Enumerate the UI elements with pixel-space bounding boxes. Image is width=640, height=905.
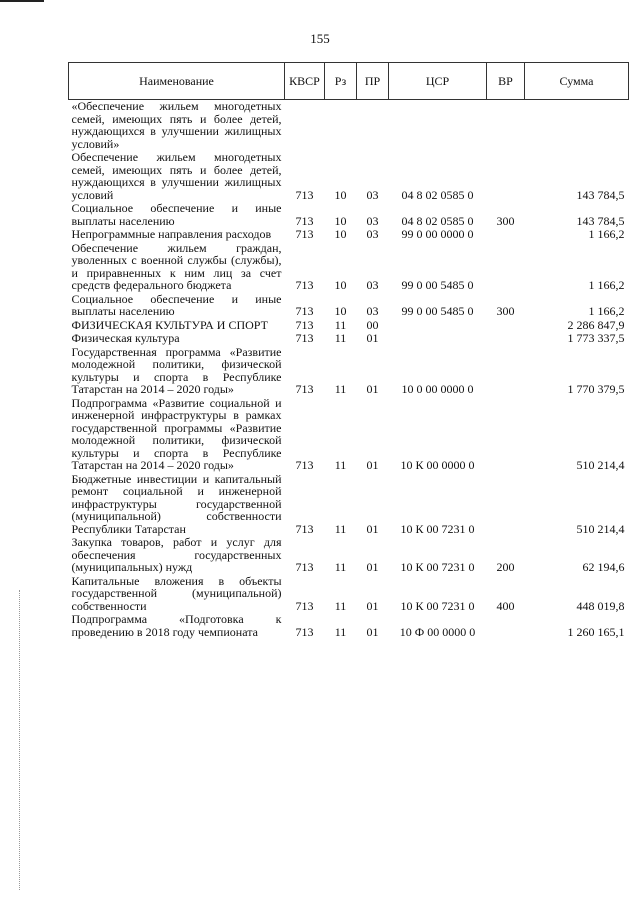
cell-kvsr — [285, 100, 325, 152]
cell-rz — [325, 100, 357, 152]
cell-vr: 300 — [496, 213, 515, 228]
cell-sum: 1 166,2 — [588, 278, 625, 292]
cell-pr: 01 — [366, 521, 379, 536]
cell-kvsr: 713 — [295, 304, 314, 318]
cell-kvsr: 713 — [295, 227, 314, 241]
cell-kvsr: 713 — [295, 278, 314, 292]
cell-vr — [487, 332, 525, 346]
table-row — [69, 293, 629, 319]
cell-name: Подпрограмма «Развитие социальной и инженерной инфраструктуры в рамках государственной программы «Развитие молодежной политики, физической культуры и спорта в Республике Татарстан на 2014 – 2020 годы» — [71, 395, 282, 472]
table-row — [69, 397, 629, 473]
cell-kvsr: 713 — [295, 521, 314, 536]
cell-kvsr: 713 — [295, 598, 314, 613]
cell-pr — [357, 100, 389, 152]
cell-pr: 01 — [366, 458, 379, 472]
table-row — [69, 473, 629, 537]
cell-name: Капитальные вложения в объекты государственной (муниципальной) собственности — [71, 573, 282, 613]
cell-vr — [487, 319, 525, 333]
table-row — [69, 332, 629, 346]
cell-csr — [389, 319, 487, 333]
cell-name: «Обеспечение жильем многодетных семей, имеющих пять и более детей, нуждающихся в улучшении жилищных условий» — [71, 99, 282, 151]
cell-csr: 10 К 00 7231 0 — [400, 560, 475, 574]
header-csr: ЦСР — [389, 63, 487, 100]
cell-rz: 11 — [334, 317, 347, 332]
cell-sum: 1 166,2 — [588, 227, 625, 241]
cell-csr: 99 0 00 5485 0 — [401, 304, 474, 318]
cell-csr: 10 0 00 0000 0 — [401, 382, 474, 396]
cell-kvsr: 713 — [295, 317, 314, 332]
cell-csr: 99 0 00 0000 0 — [401, 227, 474, 241]
cell-name: Социальное обеспечение и иные выплаты населению — [71, 291, 282, 318]
cell-name: Бюджетные инвестиции и капитальный ремонт социальной и инженерной инфраструктуры государственной (муниципальной) собственности Республики Татарстан — [71, 471, 282, 536]
cell-vr: 300 — [496, 304, 515, 318]
cell-kvsr: 713 — [295, 458, 314, 472]
cell-name: Обеспечение жильем граждан, уволенных с военной службы (службы), и приравненных к ним лиц за счет средств федерального бюджета — [71, 240, 282, 292]
page-number: 155 — [310, 31, 330, 46]
cell-kvsr: 713 — [295, 213, 314, 228]
cell-sum: 1 260 165,1 — [567, 624, 625, 639]
cell-pr: 01 — [366, 331, 379, 345]
cell-sum — [525, 100, 629, 152]
cell-sum: 143 784,5 — [576, 187, 625, 202]
cell-kvsr: 713 — [295, 560, 314, 574]
table-row — [69, 100, 629, 152]
top-rule — [0, 0, 44, 2]
cell-name: Физическая культура — [71, 331, 180, 345]
cell-rz: 10 — [334, 213, 347, 228]
cell-kvsr: 713 — [295, 382, 314, 396]
cell-rz: 11 — [334, 598, 347, 613]
cell-csr: 04 8 02 0585 0 — [401, 213, 474, 228]
cell-vr — [487, 346, 525, 397]
cell-rz: 11 — [334, 382, 347, 396]
cell-pr: 03 — [366, 304, 379, 318]
header-pr: ПР — [357, 63, 389, 100]
cell-pr: 03 — [366, 213, 379, 228]
cell-kvsr: 713 — [295, 624, 314, 639]
cell-rz: 11 — [334, 624, 347, 639]
cell-vr — [487, 473, 525, 537]
cell-rz: 11 — [334, 458, 347, 472]
cell-csr: 99 0 00 5485 0 — [401, 278, 474, 292]
cell-name: Обеспечение жильем многодетных семей, имеющих пять и более детей, нуждающихся в улучшении жилищных условий — [71, 150, 282, 202]
cell-csr — [389, 100, 487, 152]
cell-name: Закупка товаров, работ и услуг для обеспечения государственных (муниципальных) нужд — [71, 535, 282, 574]
cell-csr: 04 8 02 0585 0 — [401, 187, 474, 202]
cell-csr: 10 К 00 7231 0 — [400, 521, 475, 536]
cell-sum: 448 019,8 — [576, 598, 625, 613]
table-row — [69, 613, 629, 639]
header-name: Наименование — [69, 63, 285, 100]
cell-csr: 10 К 00 0000 0 — [400, 458, 475, 472]
cell-pr: 01 — [366, 598, 379, 613]
table-row — [69, 346, 629, 397]
cell-pr: 00 — [366, 317, 379, 332]
cell-rz: 11 — [334, 560, 347, 574]
table-row — [69, 242, 629, 293]
cell-sum: 2 286 847,9 — [567, 317, 625, 332]
table-row — [69, 202, 629, 228]
table-row — [69, 228, 629, 242]
cell-name: Социальное обеспечение и иные выплаты населению — [71, 201, 282, 228]
cell-rz: 10 — [334, 278, 347, 292]
table-body — [69, 100, 629, 640]
cell-pr: 03 — [366, 187, 379, 202]
cell-vr — [487, 100, 525, 152]
header-kvsr: КВСР — [285, 63, 325, 100]
table-row — [69, 575, 629, 614]
cell-rz: 10 — [334, 187, 347, 202]
table-row — [69, 536, 629, 575]
cell-rz: 10 — [334, 304, 347, 318]
header-sum: Сумма — [525, 63, 629, 100]
cell-pr: 03 — [366, 227, 379, 241]
cell-sum: 1 770 379,5 — [567, 382, 625, 396]
cell-vr — [487, 613, 525, 639]
cell-pr: 01 — [366, 382, 379, 396]
table-row — [69, 151, 629, 202]
cell-csr: 10 К 00 7231 0 — [400, 598, 475, 613]
cell-pr: 01 — [366, 560, 379, 574]
table-row — [69, 319, 629, 333]
cell-sum: 62 194,6 — [582, 560, 625, 574]
scan-edge-marks — [19, 590, 22, 890]
table-header — [69, 63, 629, 100]
cell-sum: 1 166,2 — [588, 304, 625, 318]
cell-vr: 400 — [496, 598, 515, 613]
header-vr: ВР — [487, 63, 525, 100]
cell-rz: 10 — [334, 227, 347, 241]
cell-sum: 510 214,4 — [576, 458, 625, 472]
cell-sum: 510 214,4 — [576, 521, 625, 536]
header-rz: Рз — [325, 63, 357, 100]
cell-rz: 11 — [334, 331, 347, 345]
cell-name: Государственная программа «Развитие молодежной политики, физической культуры и спорта в Республике Татарстан на 2014 – 2020 годы» — [71, 344, 282, 396]
cell-vr — [487, 397, 525, 473]
cell-pr: 01 — [366, 624, 379, 639]
cell-csr — [389, 332, 487, 346]
budget-table — [68, 62, 629, 639]
cell-name: Непрограммные направления расходов — [71, 227, 272, 241]
cell-name: Подпрограмма «Подготовка к проведению в 2018 году чемпионата — [71, 612, 282, 639]
cell-kvsr: 713 — [295, 331, 314, 345]
cell-vr — [487, 242, 525, 293]
cell-sum: 143 784,5 — [576, 213, 625, 228]
cell-name: ФИЗИЧЕСКАЯ КУЛЬТУРА И СПОРТ — [71, 317, 268, 332]
cell-kvsr: 713 — [295, 187, 314, 202]
cell-vr: 200 — [496, 560, 515, 574]
cell-rz: 11 — [334, 521, 347, 536]
cell-csr: 10 Ф 00 0000 0 — [399, 624, 476, 639]
cell-pr: 03 — [366, 278, 379, 292]
cell-vr — [487, 151, 525, 202]
cell-sum: 1 773 337,5 — [567, 331, 625, 345]
cell-vr — [487, 228, 525, 242]
